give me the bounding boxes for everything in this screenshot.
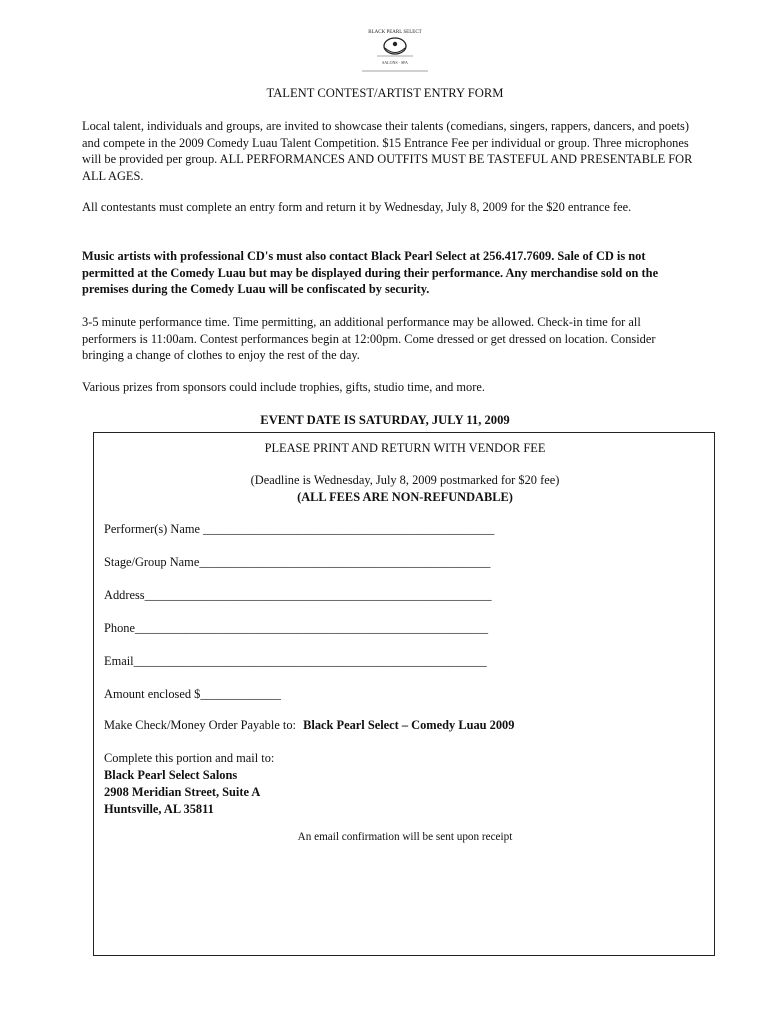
email-field[interactable]: Email_________________________________________________________ (104, 654, 487, 668)
page-title: TALENT CONTEST/ARTIST ENTRY FORM (266, 86, 504, 100)
intro-paragraph: Local talent, individuals and groups, are invited to showcase their talents (comedians, singers, rappers, dancers, and poets) and compete in the 2009 Comedy Luau Talent Competition. $15 Entrance Fee per individual or group. Three microphones will be provided per group. ALL PERFORMANCES AND OUTFITS MUST BE TASTEFUL AND PRESENTABLE FOR ALL AGES. (82, 119, 693, 183)
performance-paragraph: 3-5 minute performance time. Time permitting, an additional performance may be allowed. Check-in time for all performers is 11:00am. Contest performances begin at 12:00pm. Come dressed or get dressed on location. Consider bringing a change of clothes to enjoy the rest of the day. (82, 315, 656, 363)
mail-street: 2908 Meridian Street, Suite A (104, 785, 261, 799)
mail-label: Complete this portion and mail to: (104, 751, 275, 765)
amount-field[interactable]: Amount enclosed $_____________ (104, 687, 281, 701)
form-deadline-note: (Deadline is Wednesday, July 8, 2009 postmarked for $20 fee) (250, 473, 560, 487)
group-name-field[interactable]: Stage/Group Name_______________________________________________ (104, 555, 491, 569)
phone-field[interactable]: Phone_________________________________________________________ (104, 621, 489, 635)
payable-label: Make Check/Money Order Payable to: (104, 718, 297, 732)
payable-to: Black Pearl Select – Comedy Luau 2009 (303, 718, 515, 732)
confirmation-note: An email confirmation will be sent upon receipt (297, 831, 513, 843)
payable-line (104, 717, 514, 734)
logo-graphic (357, 26, 433, 76)
form-header: PLEASE PRINT AND RETURN WITH VENDOR FEE (264, 441, 546, 455)
svg-text:SALONS · SPA: SALONS · SPA (382, 60, 408, 65)
event-date: EVENT DATE IS SATURDAY, JULY 11, 2009 (260, 413, 510, 427)
svg-text:BLACK PEARL SELECT: BLACK PEARL SELECT (368, 30, 422, 35)
music-artists-paragraph: Music artists with professional CD's must also contact Black Pearl Select at 256.417.7609. Sale of CD is not permitted at the Comedy Luau but may be displayed during their performance. Any merchandise sold on the premises during the Comedy Luau will be confiscated by security. (82, 249, 659, 297)
deadline-paragraph: All contestants must complete an entry form and return it by Wednesday, July 8, 2009 for the $20 entrance fee. (82, 200, 632, 214)
form-fees-note: (ALL FEES ARE NON-REFUNDABLE) (297, 490, 513, 504)
logo (357, 26, 433, 76)
mail-name: Black Pearl Select Salons (104, 768, 238, 782)
address-field[interactable]: Address________________________________________________________ (104, 588, 492, 602)
performer-name-field[interactable]: Performer(s) Name _______________________________________________ (104, 522, 495, 536)
entry-form-box (93, 432, 715, 956)
mail-city: Huntsville, AL 35811 (104, 802, 214, 816)
prizes-paragraph: Various prizes from sponsors could include trophies, gifts, studio time, and more. (82, 380, 485, 394)
